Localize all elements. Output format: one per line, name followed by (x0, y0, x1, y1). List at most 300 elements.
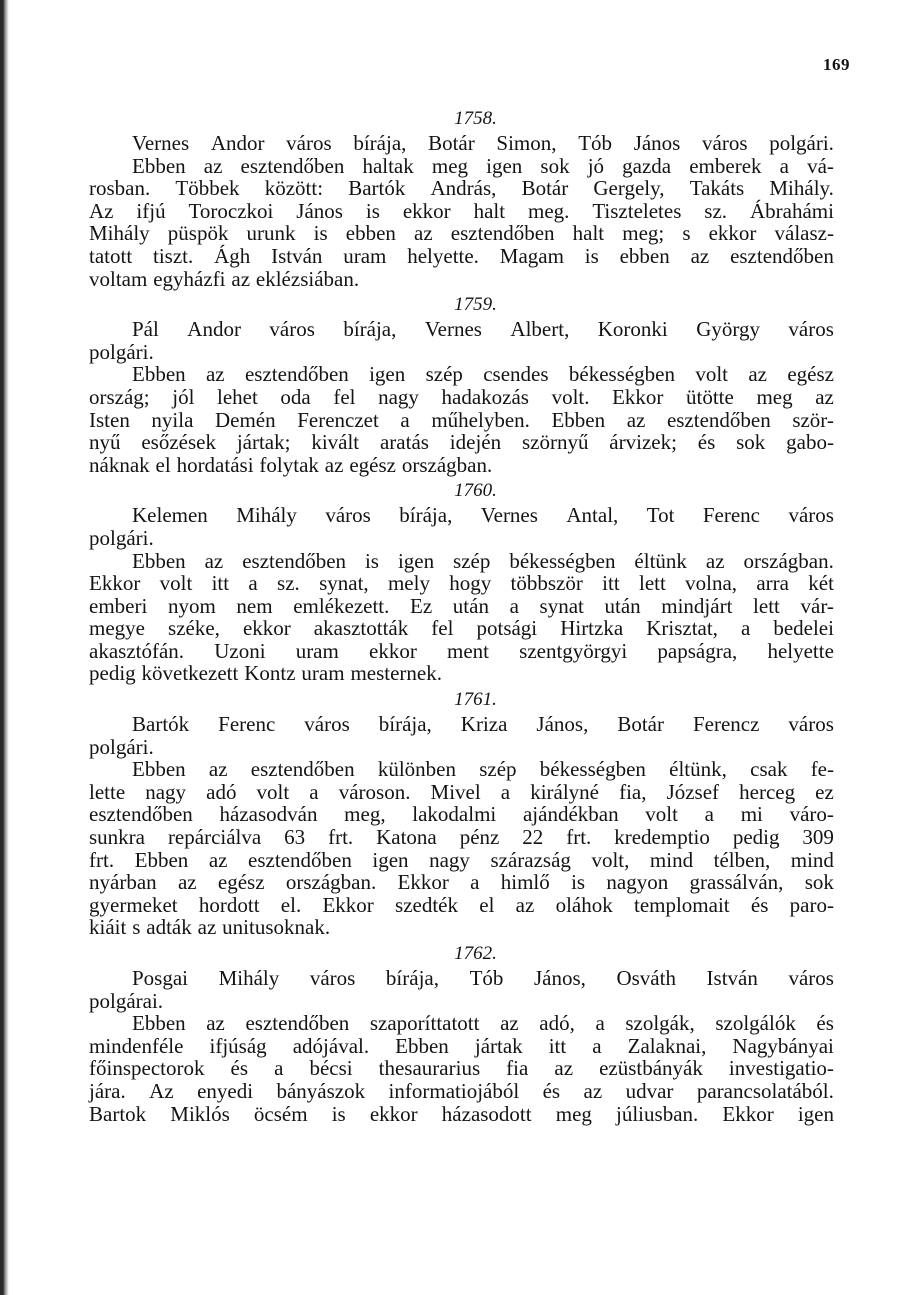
word: is (313, 221, 328, 246)
word: az (206, 1011, 225, 1036)
word: öcsém (253, 1101, 308, 1126)
word: Ferencz (692, 712, 760, 737)
word: parancsolatából. (696, 1078, 834, 1103)
word: 22 (522, 825, 544, 850)
word: Mihály (236, 503, 297, 528)
text-line (89, 713, 834, 736)
text-line (89, 1057, 834, 1080)
word: szedték (395, 892, 459, 917)
word: szép (453, 548, 491, 573)
word: város (309, 966, 356, 990)
word: Mihály. (769, 176, 834, 201)
word: lehet (217, 384, 258, 409)
word: ekkor (369, 638, 417, 663)
text-line (89, 595, 834, 618)
word: Ebben (132, 1011, 186, 1036)
word: Nagybányai (732, 1033, 834, 1058)
word: Botár (617, 712, 664, 737)
word: Kriza (460, 712, 508, 737)
word: Ekkor (89, 571, 141, 596)
word: az (203, 153, 223, 178)
word: a (500, 779, 511, 804)
word: ifjúság (209, 1033, 267, 1058)
text-line (89, 967, 834, 990)
word: Ágh (214, 243, 251, 268)
word: meg, (344, 802, 386, 827)
word: sok (540, 153, 570, 178)
word: város (269, 317, 315, 342)
word: csak (750, 757, 788, 782)
word: és (230, 1056, 249, 1081)
word: emberi (89, 593, 148, 618)
year-entry (89, 106, 834, 290)
word: János, (533, 966, 586, 990)
word: és (750, 892, 769, 917)
word: lett (753, 593, 780, 618)
word: Ebben (134, 847, 189, 872)
word: vá- (807, 153, 834, 178)
word: esztendőben (250, 757, 355, 782)
word: a (274, 1056, 284, 1081)
word: Andor (210, 131, 265, 155)
word: tiszt. (153, 243, 194, 268)
word: fia (506, 1056, 529, 1081)
word: az (626, 407, 646, 432)
word: Ferenczet (297, 407, 379, 432)
word: is (571, 870, 586, 895)
word: mely (387, 571, 430, 596)
word: polgári. (89, 525, 154, 550)
word: frt. (328, 825, 354, 850)
word: bírája, (399, 503, 453, 528)
word: el (479, 892, 495, 917)
word: Az (89, 198, 114, 223)
word: 63 (284, 825, 306, 850)
word: országban. (743, 548, 834, 573)
word: emberek (689, 153, 762, 178)
word: Tób (578, 131, 613, 155)
word: a (740, 616, 751, 641)
word: Ferenc (218, 712, 276, 737)
word: Magam (499, 243, 564, 268)
word: királyné (530, 779, 599, 804)
word: az (324, 452, 344, 477)
word: synat, (319, 571, 369, 596)
word: nem (236, 593, 273, 618)
word: János, (536, 712, 589, 737)
word: Vernes (424, 317, 482, 342)
word: válasz- (774, 221, 834, 246)
word: papságra, (657, 638, 738, 663)
word: ekkor (402, 198, 451, 223)
word: Tiszteletes (592, 198, 682, 223)
word: Antal, (566, 503, 619, 528)
word: a (704, 802, 714, 827)
word: és (697, 430, 716, 455)
year-heading: 1758. (454, 108, 497, 129)
word: egész (349, 452, 396, 477)
word: ifjú (136, 198, 166, 223)
word: is (364, 548, 379, 573)
word: az (205, 362, 225, 387)
text-line (89, 245, 834, 268)
text-line (89, 640, 834, 663)
word: szép (425, 362, 463, 387)
word: meg (756, 384, 793, 409)
word: az (815, 384, 834, 409)
word: grassálván, (689, 870, 784, 895)
word: frt. (566, 825, 592, 850)
word: Ekkor (612, 384, 664, 409)
word: halt (572, 221, 605, 246)
word: Toroczkoi (188, 198, 274, 223)
word: következett (141, 661, 239, 686)
word: el. (280, 892, 302, 917)
word: meg (555, 1101, 592, 1126)
word: Vernes (132, 131, 190, 155)
word: gazda (622, 153, 672, 178)
text-line (89, 826, 834, 849)
word: az (515, 892, 535, 917)
word: a (309, 779, 319, 804)
word: szárazság (490, 847, 571, 872)
word: országban. (285, 870, 377, 895)
word: meg. (527, 198, 570, 223)
word: polgári. (769, 131, 834, 155)
word: mindenféle (89, 1033, 184, 1058)
word: itt (602, 571, 620, 596)
word: püspök (167, 221, 229, 246)
word: hadakozás (441, 384, 529, 409)
word: szentgyörgyi (519, 638, 628, 663)
word: város (788, 317, 834, 342)
word: nagy (378, 384, 419, 409)
word: hogy (449, 571, 492, 596)
word: akasztották (313, 616, 409, 641)
word: thesaurarius (378, 1056, 481, 1081)
word: különben (377, 757, 456, 782)
word: gabo- (786, 430, 834, 455)
word: télben, (713, 847, 771, 872)
text-line (89, 527, 834, 550)
word: bírája, (378, 712, 432, 737)
word: Demén (214, 407, 276, 432)
word: az (414, 221, 433, 246)
text-line (89, 504, 834, 527)
word: is (365, 198, 380, 223)
word: után (604, 593, 641, 618)
word: István (706, 966, 758, 990)
word: Koronki (597, 317, 668, 342)
word: lette (89, 779, 126, 804)
word: nyila (151, 407, 194, 432)
word: kiáit (89, 915, 127, 940)
word: lakodalmi (412, 802, 497, 827)
word: a (779, 153, 789, 178)
word: sunkra (89, 825, 145, 850)
word: polgári. (89, 734, 154, 759)
word: eklézsiában. (255, 266, 360, 291)
text-line (89, 386, 834, 409)
word: mi (740, 802, 763, 827)
word: nyű (89, 430, 121, 455)
word: meg; (622, 221, 665, 246)
word: József (666, 779, 720, 804)
word: és (542, 1078, 561, 1103)
word: is (584, 243, 599, 268)
word: Miklós (170, 1101, 230, 1126)
word: Ebben (132, 153, 186, 178)
word: igen (397, 548, 435, 573)
word: mind (649, 847, 694, 872)
word: műhelyben. (431, 407, 530, 432)
word: uram (343, 243, 387, 268)
word: Ebben (132, 362, 186, 387)
word: himlő (500, 870, 550, 895)
word: István (271, 243, 323, 268)
word: Takáts (689, 176, 745, 201)
word: igen (797, 1101, 834, 1126)
word: Osváth (616, 966, 676, 990)
word: Botár (428, 131, 475, 155)
word: informatiojából (388, 1078, 520, 1103)
word: sz. (704, 198, 728, 223)
word: egész (787, 362, 834, 387)
word: Krisztat, (646, 616, 718, 641)
word: gyermeket (89, 892, 178, 917)
word: város (788, 966, 834, 990)
word: náknak (89, 452, 150, 477)
word: jára. (89, 1078, 126, 1103)
text-line (89, 849, 834, 872)
word: váro- (789, 802, 834, 827)
word: ezüstbányák (599, 1056, 703, 1081)
word: pénz (459, 825, 500, 850)
year-heading: 1762. (454, 943, 497, 964)
word: bécsi (309, 1056, 353, 1081)
word: az (705, 548, 725, 573)
word: volt (159, 571, 193, 596)
text-line (89, 871, 834, 894)
text-line (89, 1080, 834, 1103)
word: volt (645, 802, 678, 827)
text-line (89, 318, 834, 341)
word: 309 (802, 825, 834, 850)
word: város (788, 503, 834, 528)
word: investigatio- (728, 1056, 834, 1081)
word: fel (333, 384, 356, 409)
text-line (89, 1103, 834, 1126)
word: frt. (89, 847, 115, 872)
word: kredemptio (614, 825, 710, 850)
text-line (89, 736, 834, 759)
word: itt (548, 1033, 567, 1058)
word: enyedi (197, 1078, 254, 1103)
word: Az (149, 1078, 174, 1103)
word: bedelei (773, 616, 834, 641)
word: az (231, 266, 251, 291)
word: Andor (187, 317, 241, 342)
word: mind (790, 847, 834, 872)
text-line (89, 758, 834, 781)
word: bírája, (385, 966, 439, 990)
word: János (633, 131, 681, 155)
word: megye (89, 616, 145, 641)
word: Mivel (430, 779, 481, 804)
word: Ferenc (702, 503, 760, 528)
text-line (89, 431, 834, 454)
text-line (89, 363, 834, 386)
word: az (208, 757, 228, 782)
text-line (89, 572, 834, 595)
word: paro- (789, 892, 834, 917)
word: Bartók (132, 712, 190, 737)
word: szolgák, (625, 1011, 695, 1036)
word: Kontz (244, 661, 296, 686)
word: fe- (810, 757, 834, 782)
word: ajándékban (522, 802, 619, 827)
word: város (325, 503, 371, 528)
word: igen (486, 153, 523, 178)
word: az (204, 548, 224, 573)
word: házasodván (219, 802, 318, 827)
word: Ebben (395, 1033, 449, 1058)
word: haltak (362, 153, 414, 178)
word: Vernes (480, 503, 538, 528)
word: Kelemen (132, 503, 208, 528)
text-line (89, 155, 834, 178)
word: volt (256, 779, 290, 804)
word: udvar (625, 1078, 674, 1103)
word: esztendőben (666, 407, 771, 432)
word: éltünk (634, 548, 687, 573)
word: unitusoknak. (222, 915, 331, 940)
word: Ez (410, 593, 433, 618)
word: volt. (551, 384, 590, 409)
word: nagy (145, 779, 187, 804)
word: Isten (89, 407, 130, 432)
word: házasodott (441, 1101, 532, 1126)
word: ütötte (686, 384, 734, 409)
word: esztendőben (730, 243, 834, 268)
word: bírája, (343, 317, 397, 342)
word: főinspectorok (89, 1056, 205, 1081)
text-line (89, 550, 834, 573)
word: volna, (685, 571, 738, 596)
word: ebben (619, 243, 670, 268)
word: ször- (792, 407, 834, 432)
word: az (197, 915, 217, 940)
word: két (808, 571, 834, 596)
word: akasztófán. (89, 638, 185, 663)
text-line (89, 409, 834, 432)
word: is (331, 1101, 346, 1126)
word: az (583, 1078, 603, 1103)
word: potsági (476, 616, 538, 641)
word: Botár (521, 176, 569, 201)
word: János (296, 198, 343, 223)
text-line (89, 662, 834, 685)
word: Albert, (510, 317, 570, 342)
word: uram (301, 661, 345, 686)
word: adó (206, 779, 237, 804)
text-line (89, 990, 834, 1013)
text-line (89, 1035, 834, 1058)
word: halt (473, 198, 506, 223)
word: éltünk, (669, 757, 727, 782)
text-line (89, 894, 834, 917)
word: fia, (619, 779, 647, 804)
word: szörnyű (521, 430, 589, 455)
text-line (89, 617, 834, 640)
word: az (208, 847, 228, 872)
word: szaporíttatott (369, 1011, 480, 1036)
word: templomait (633, 892, 730, 917)
word: a (400, 407, 410, 432)
word: urunk (246, 221, 296, 246)
word: rosban. (89, 176, 151, 201)
word: többször (510, 571, 583, 596)
word: ország; (89, 384, 150, 409)
word: voltam (89, 266, 148, 291)
word: bányászok (276, 1078, 366, 1103)
word: Gergely, (593, 176, 665, 201)
word: Ekkor (722, 1101, 774, 1126)
word: az (177, 870, 197, 895)
word: oda (280, 384, 311, 409)
word: Ábrahámi (749, 198, 834, 223)
text-column (89, 106, 834, 1127)
year-entry (89, 687, 834, 939)
word: között: (264, 176, 324, 201)
word: sok (736, 430, 766, 455)
word: után (452, 593, 489, 618)
word: árvizek; (609, 430, 677, 455)
text-line (89, 132, 834, 155)
text-line (89, 222, 834, 245)
word: synat (539, 593, 584, 618)
word: egyházfi (153, 266, 226, 291)
word: Mihály (218, 966, 280, 990)
word: a (595, 1011, 605, 1036)
word: herceg (739, 779, 796, 804)
word: nagyon (606, 870, 669, 895)
word: Bartok (89, 1101, 147, 1126)
text-line (89, 454, 834, 477)
word: mindjárt (661, 593, 733, 618)
word: igen (372, 847, 409, 872)
word: júliusban. (616, 1101, 699, 1126)
word: sz. (277, 571, 300, 596)
word: fel (431, 616, 454, 641)
word: adójával. (292, 1033, 370, 1058)
word: Mihály (89, 221, 150, 246)
word: város (286, 131, 332, 155)
word: adták (146, 915, 192, 940)
word: vár- (800, 593, 834, 618)
word: uram (295, 638, 339, 663)
word: városon. (338, 779, 411, 804)
word: az (690, 243, 710, 268)
word: Posgai (132, 966, 189, 990)
word: az (748, 362, 767, 387)
word: Zalaknai, (627, 1033, 707, 1058)
word: jól (172, 384, 195, 409)
word: s (132, 915, 141, 940)
word: ez (815, 779, 834, 804)
word: sok (804, 870, 834, 895)
word: szép (479, 757, 517, 782)
